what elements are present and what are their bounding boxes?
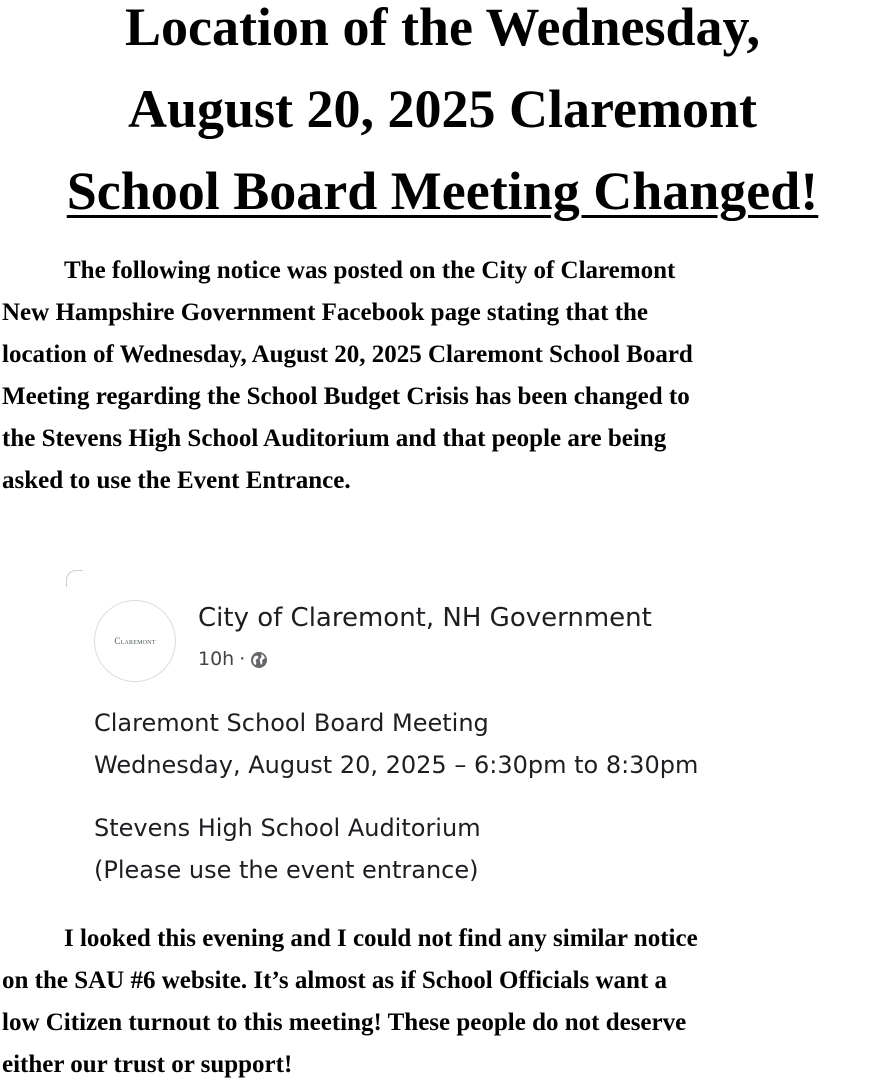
- meta-separator: ·: [239, 648, 246, 670]
- card-corner: [66, 570, 83, 587]
- closing-line: either our trust or support!: [2, 1051, 293, 1078]
- page-avatar: [94, 600, 176, 682]
- page-name: City of Claremont, NH Government: [198, 603, 652, 633]
- globe-icon: [250, 650, 268, 668]
- post-meta: [198, 646, 268, 672]
- intro-line: The following notice was posted on the City of Claremont: [64, 257, 676, 284]
- closing-line: low Citizen turnout to this meeting! These people do not deserve: [2, 1009, 687, 1036]
- intro-line: location of Wednesday, August 20, 2025 Claremont School Board: [2, 341, 693, 368]
- facebook-post-screenshot: [66, 570, 826, 905]
- closing-line: on the SAU #6 website. It’s almost as if School Officials want a: [2, 967, 668, 994]
- post-line: (Please use the event entrance): [94, 856, 479, 884]
- intro-line: Meeting regarding the School Budget Crisis has been changed to: [2, 383, 690, 410]
- post-time: 10h: [198, 648, 235, 670]
- headline-line-2: August 20, 2025 Claremont: [127, 79, 757, 139]
- closing-paragraph: [2, 918, 884, 1086]
- intro-line: New Hampshire Government Facebook page stating that the: [2, 299, 649, 326]
- closing-line: I looked this evening and I could not find any similar notice: [64, 925, 698, 952]
- post-line: Wednesday, August 20, 2025 – 6:30pm to 8:30pm: [94, 751, 699, 779]
- post-location: [94, 807, 481, 891]
- post-line: Stevens High School Auditorium: [94, 814, 481, 842]
- intro-line: the Stevens High School Auditorium and that people are being: [2, 425, 667, 452]
- post-line: Claremont School Board Meeting: [94, 709, 489, 737]
- headline-line-1: Location of the Wednesday,: [124, 0, 761, 57]
- avatar-logo-text: Claremont: [114, 636, 156, 646]
- intro-line: asked to use the Event Entrance.: [2, 467, 351, 494]
- post-event-details: [94, 702, 698, 786]
- headline-line-3: School Board Meeting Changed!: [66, 161, 819, 221]
- intro-paragraph: [2, 250, 884, 502]
